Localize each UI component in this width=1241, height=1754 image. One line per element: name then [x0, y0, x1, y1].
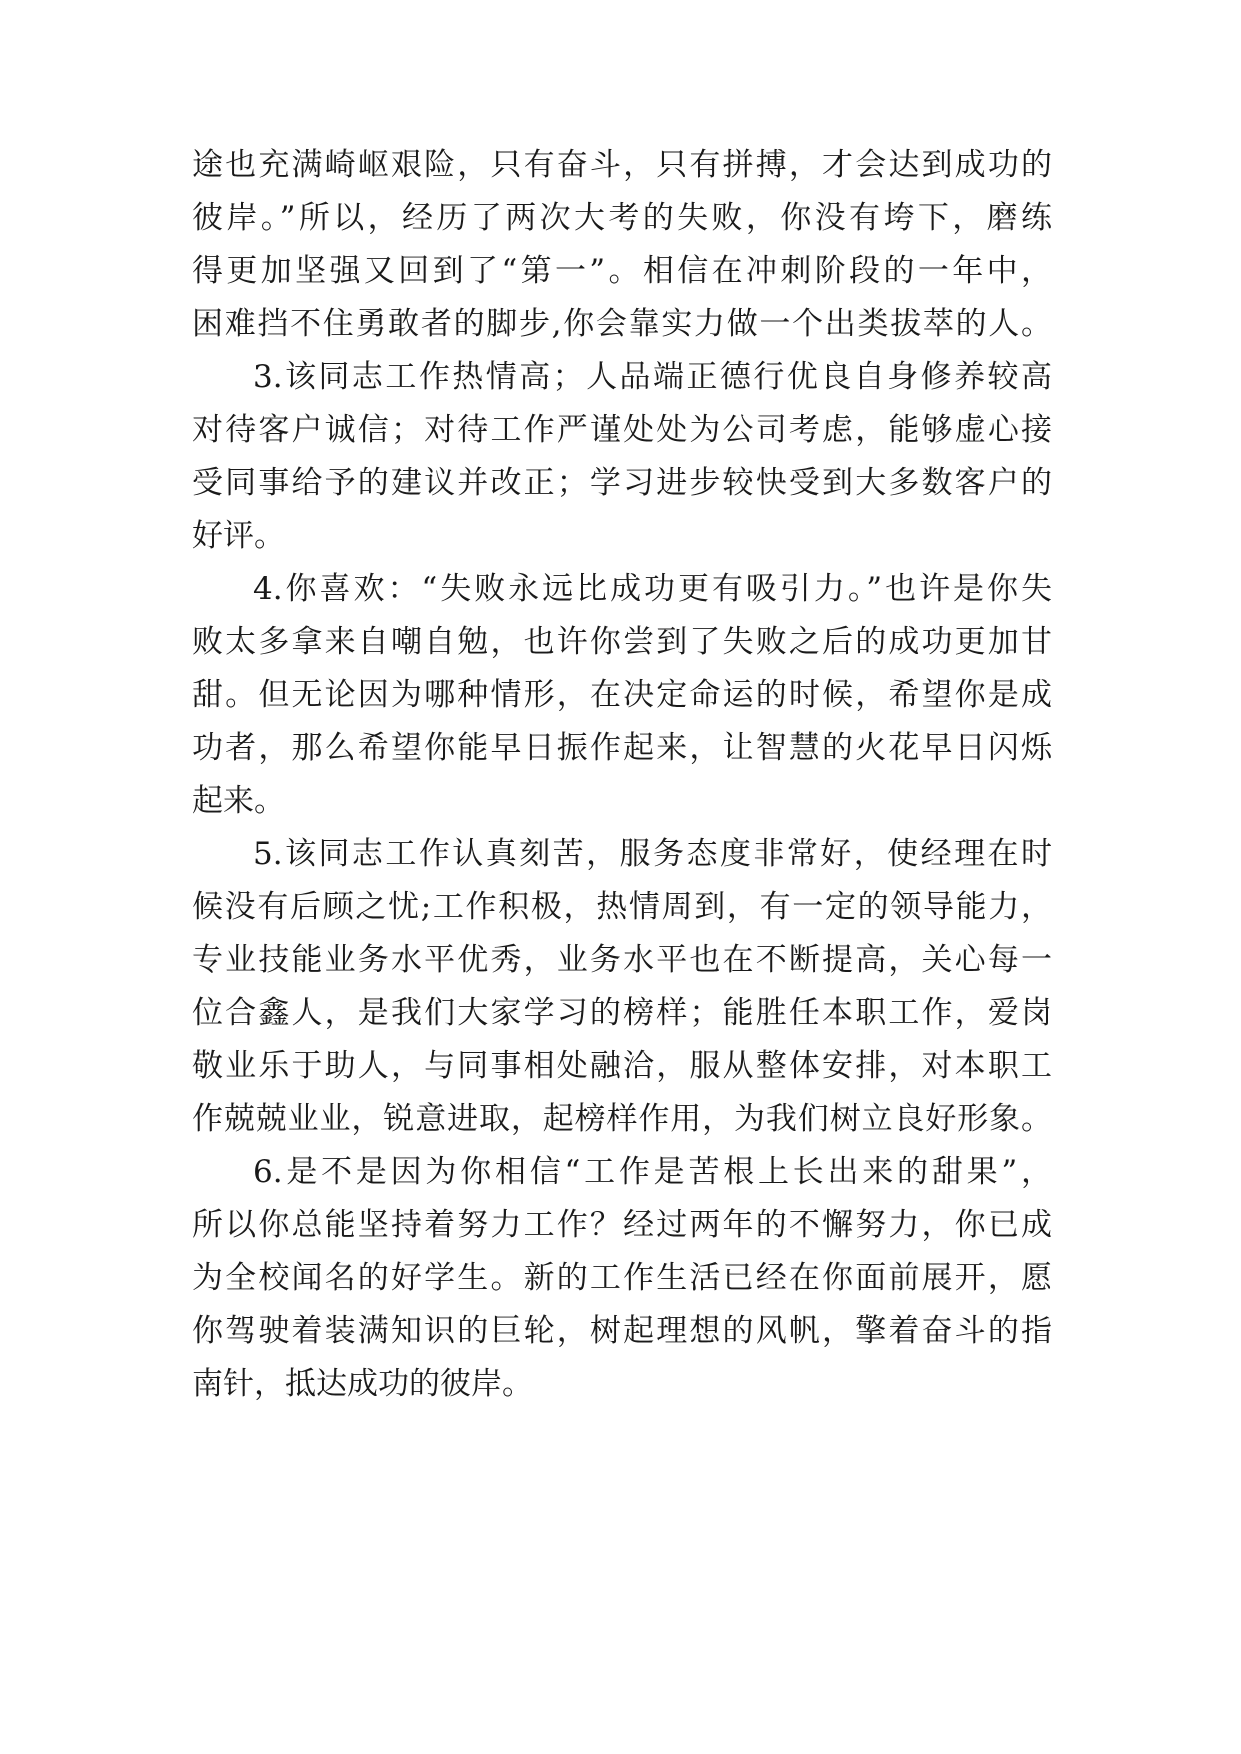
text-line-6: 对待客户诚信；对待工作严谨处处为公司考虑，能够虚心接 — [192, 412, 1052, 448]
text-line-23: 你驾驶着装满知识的巨轮，树起理想的风帆，擎着奋斗的指 — [192, 1313, 1052, 1349]
text-line-15: 候没有后顾之忧;工作积极，热情周到，有一定的领导能力， — [192, 889, 1052, 925]
paragraph-4-first-line: 4.你喜欢：“失败永远比成功更有吸引力。”也许是你失 — [253, 571, 1052, 607]
text-line-11: 甜。但无论因为哪种情形，在决定命运的时候，希望你是成 — [192, 677, 1052, 713]
text-line-3: 得更加坚强又回到了“第一”。相信在冲刺阶段的一年中， — [192, 253, 1052, 289]
text-line-13: 起来。 — [192, 783, 285, 819]
paragraph-5-first-line: 5.该同志工作认真刻苦，服务态度非常好，使经理在时 — [253, 836, 1052, 872]
text-line-2: 彼岸。”所以，经历了两次大考的失败，你没有垮下，磨练 — [192, 200, 1052, 236]
text-line-21: 所以你总能坚持着努力工作？经过两年的不懈努力，你已成 — [192, 1207, 1052, 1243]
text-line-18: 敬业乐于助人，与同事相处融洽，服从整体安排，对本职工 — [192, 1048, 1052, 1084]
text-line-19: 作兢兢业业，锐意进取，起榜样作用，为我们树立良好形象。 — [192, 1101, 1052, 1137]
paragraph-6-first-line: 6.是不是因为你相信“工作是苦根上长出来的甜果”， — [253, 1154, 1052, 1190]
text-line-22: 为全校闻名的好学生。新的工作生活已经在你面前展开，愿 — [192, 1260, 1052, 1296]
text-line-16: 专业技能业务水平优秀，业务水平也在不断提高，关心每一 — [192, 942, 1052, 978]
text-line-7: 受同事给予的建议并改正；学习进步较快受到大多数客户的 — [192, 465, 1052, 501]
text-line-1: 途也充满崎岖艰险，只有奋斗，只有拼搏，才会达到成功的 — [192, 147, 1052, 183]
text-line-4: 困难挡不住勇敢者的脚步,你会靠实力做一个出类拔萃的人。 — [192, 306, 1052, 342]
text-line-10: 败太多拿来自嘲自勉，也许你尝到了失败之后的成功更加甘 — [192, 624, 1052, 660]
text-line-8: 好评。 — [192, 518, 285, 554]
text-line-17: 位合鑫人，是我们大家学习的榜样；能胜任本职工作，爱岗 — [192, 995, 1052, 1031]
text-line-24: 南针，抵达成功的彼岸。 — [192, 1366, 533, 1402]
text-line-12: 功者，那么希望你能早日振作起来，让智慧的火花早日闪烁 — [192, 730, 1052, 766]
paragraph-3-first-line: 3.该同志工作热情高；人品端正德行优良自身修养较高 — [253, 359, 1052, 395]
